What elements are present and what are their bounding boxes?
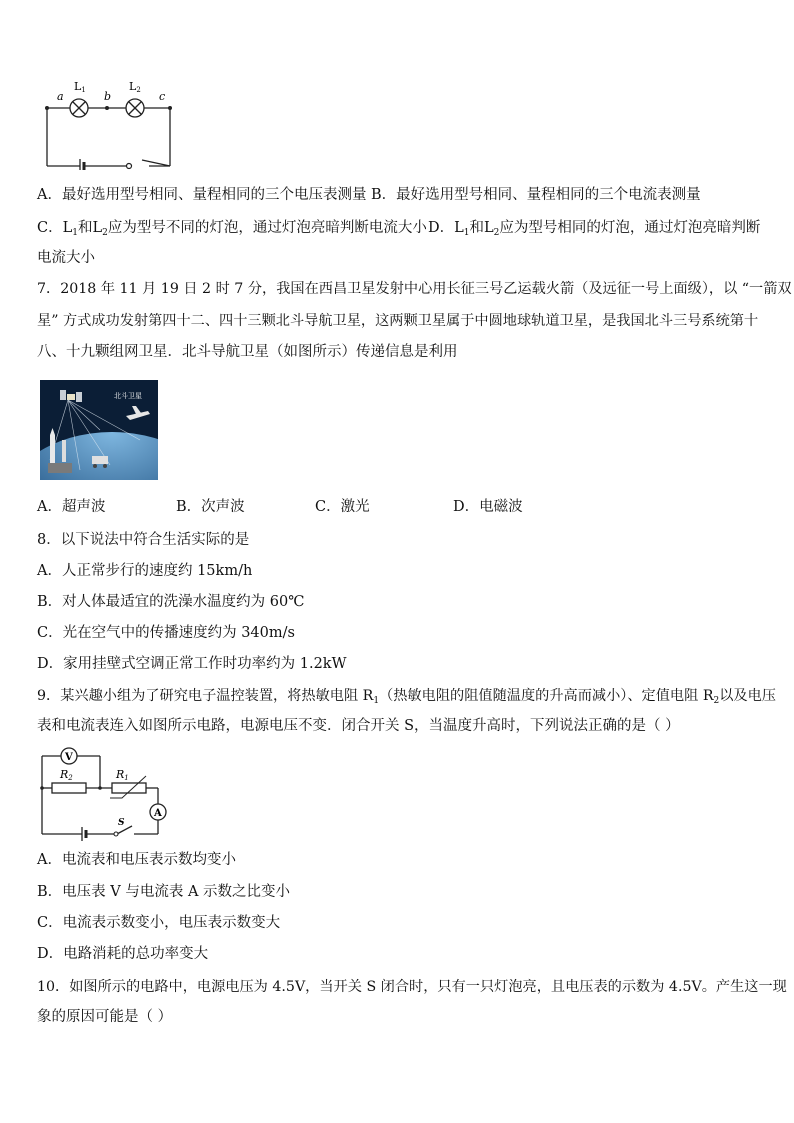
switch-s-label: S xyxy=(118,818,125,828)
q8-stem: 8．以下说法中符合生活实际的是 xyxy=(37,532,250,548)
q7-option-d: D．电磁波 xyxy=(453,499,523,515)
q6-option-d: D．$L_1$和$L_2$应为型号相同的灯泡，通过灯泡亮暗判断 xyxy=(428,220,761,238)
q6-option-a: A．最好选用型号相同、量程相同的三个电压表测量 xyxy=(37,187,367,203)
ammeter-label: A xyxy=(154,808,162,819)
resistor-r2-label: R2 xyxy=(60,768,73,782)
q6-option-d-continued: 电流大小 xyxy=(37,250,95,266)
battery xyxy=(80,159,84,170)
photo-caption: 北斗卫星 xyxy=(114,392,142,400)
resistor-r2 xyxy=(52,783,86,793)
switch xyxy=(45,106,172,169)
q9-stem-line2: 表和电流表连入如图所示电路，电源电压不变．闭合开关 S，当温度升高时，下列说法正确的是（ ） xyxy=(37,718,680,734)
q6-option-b: B．最好选用型号相同、量程相同的三个电流表测量 xyxy=(371,187,701,203)
q8-option-c: C．光在空气中的传播速度约为 340m/s xyxy=(37,625,295,641)
q7-option-c: C．激光 xyxy=(315,499,370,515)
lamp-l1-label: L1 xyxy=(74,80,86,94)
battery xyxy=(82,827,86,841)
thermistor-r1-label: R1 xyxy=(116,768,129,782)
lamp-l1 xyxy=(70,99,88,117)
q8-option-b: B．对人体最适宜的洗澡水温度约为 60℃ xyxy=(37,594,305,610)
q9-option-a: A．电流表和电压表示数均变小 xyxy=(37,852,236,868)
circuit-diagram-thermistor xyxy=(38,742,170,842)
q10-stem-line2: 象的原因可能是（ ） xyxy=(37,1009,173,1025)
voltmeter xyxy=(61,748,77,764)
switch-s xyxy=(40,786,118,836)
lamp-l2-label: L2 xyxy=(129,80,141,94)
ammeter xyxy=(150,804,166,820)
voltmeter-label: V xyxy=(65,752,73,763)
q9-option-d: D．电路消耗的总功率变大 xyxy=(37,946,209,962)
q8-option-d: D．家用挂壁式空调正常工作时功率约为 1.2kW xyxy=(37,656,347,672)
node-a-label: a xyxy=(57,90,64,103)
q9-option-c: C．电流表示数变小，电压表示数变大 xyxy=(37,915,281,931)
q7-stem-line2: 星” 方式成功发射第四十二、四十三颗北斗导航卫星，这两颗卫星属于中圆地球轨道卫星，是我国北斗三号系统第十 xyxy=(37,313,759,329)
q9-option-b: B．电压表 V 与电流表 A 示数之比变小 xyxy=(37,884,291,900)
beidou-satellite-image xyxy=(40,380,158,480)
node-b-label: b xyxy=(104,90,112,103)
q7-option-b: B．次声波 xyxy=(176,499,245,515)
q9-stem-line1: 9．某兴趣小组为了研究电子温控装置，将热敏电阻 $R_1$（热敏电阻的阻值随温度的升高而减小）、定值电阻 $R_2$以及电压 xyxy=(37,688,776,706)
q7-stem-line1: 7．2018 年 11 月 19 日 2 时 7 分，我国在西昌卫星发射中心用长征三号乙运载火箭（及远征一号上面级），以 “一箭双 xyxy=(37,281,792,297)
q7-option-a: A．超声波 xyxy=(37,499,106,515)
q7-stem-line3: 八、十九颗组网卫星．北斗导航卫星（如图所示）传递信息是利用 xyxy=(37,344,458,360)
circuit-diagram-lamps xyxy=(40,78,180,170)
q8-option-a: A．人正常步行的速度约 15km/h xyxy=(37,563,253,579)
q10-stem-line1: 10．如图所示的电路中，电源电压为 4.5V，当开关 S 闭合时，只有一只灯泡亮，且电压表的示数为 4.5V。产生这一现 xyxy=(37,979,787,995)
q6-option-c: C．$L_1$和$L_2$应为型号不同的灯泡，通过灯泡亮暗判断电流大小 xyxy=(37,220,427,238)
lamp-l2 xyxy=(126,99,144,117)
node-c-label: c xyxy=(159,90,166,103)
